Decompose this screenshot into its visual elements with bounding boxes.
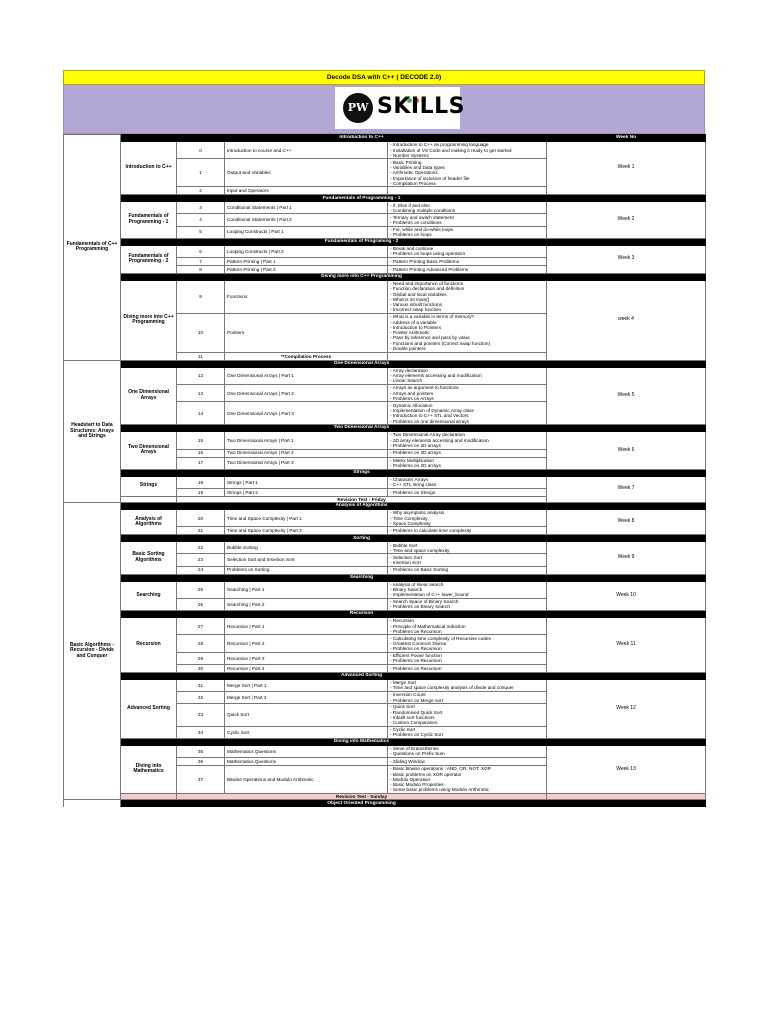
lecture-number: 24 (177, 566, 225, 574)
curriculum-table (63, 134, 706, 807)
lecture-number: 13 (177, 385, 225, 402)
pw-skills-logo (335, 87, 465, 129)
week-label: Week 13 (547, 745, 706, 793)
lecture-topics: - Basic bitwise operations : AND, OR, NOT, XOR - Basic problems on XOR operator - Modulo Operation - Basic Modulo Properties - Some basic problems using Modulo Arithmetic (388, 765, 547, 793)
week-header (547, 738, 706, 745)
lecture-row (64, 245, 706, 257)
subsection-name: Strings (121, 476, 177, 496)
module-name: Basic Algorithms - Recursion - Divide and Conquer (64, 502, 121, 799)
lecture-number: 21 (177, 527, 225, 535)
lecture-row (64, 280, 706, 313)
lecture-number: 4 (177, 214, 225, 226)
lecture-number: 34 (177, 726, 225, 738)
week-header (547, 425, 706, 432)
lecture-topics: - Recursion - Principle of Mathematical Induction - Problems on Recursion (388, 618, 547, 635)
section-header: Diving more into C++ Programming (177, 273, 547, 280)
week-header (547, 273, 706, 280)
lecture-title: Pattern Printing | Part 1 (225, 257, 388, 265)
lecture-topics: - Problems on Strings (388, 488, 547, 496)
lecture-topics: - Cyclic Sort - Problems on Cyclic Sort (388, 726, 547, 738)
lecture-title: Looping Constructs | Part 1 (225, 226, 388, 238)
section-header: Analysis of Algorithms (177, 502, 547, 509)
week-label: Week 1 (547, 142, 706, 195)
subsection-name: Fundamentals of Programming - 2 (121, 245, 177, 273)
lecture-topics: - Break and continue - Problems on loops using operators (388, 245, 547, 257)
pw-logo-icon: PW (343, 93, 373, 123)
section-header: Introduction to C++ (177, 135, 547, 142)
lecture-topics: - Sliding Window (388, 757, 547, 765)
lecture-title: Merge Sort | Part 1 (225, 679, 388, 691)
revision-test: Revision Test - Sunday (177, 793, 547, 799)
subsection-name: Diving more into C++ Programming (121, 280, 177, 360)
lecture-topics: - Dynamic Allocation - Implementation of Dynamic Array class - Introduction to C++ STL and Vectors - Problems on one dimensional arrays (388, 402, 547, 425)
lecture-row (64, 432, 706, 449)
lecture-topics: - Quick Sort - Randomised Quick Sort - Inbuilt sort functions - Custom Comparators (388, 704, 547, 727)
lecture-number: 0 (177, 142, 225, 159)
lecture-number: 11 (177, 352, 225, 360)
lecture-title: Recursion | Part 2 (225, 635, 388, 652)
lecture-title: Selection Sort and Insertion Sort (225, 554, 388, 566)
lecture-topics: - Matrix Multiplication - Problems on 2D arrays (388, 457, 547, 469)
curriculum-sheet (63, 70, 705, 807)
lecture-title: Bubble Sorting (225, 542, 388, 554)
lecture-topics: - Character Arrays - C++ STL string class (388, 476, 547, 488)
section-header: Two Dimensional Arrays (177, 425, 547, 432)
lecture-title: Quick Sort (225, 704, 388, 727)
lecture-number: 31 (177, 679, 225, 691)
section-header: Fundamentals of Programing - 2 (177, 238, 547, 245)
subsection-name: One Dimensional Arrays (121, 367, 177, 424)
lecture-title: Pattern Printing | Part 2 (225, 265, 388, 273)
subsection-name: Recursion (121, 618, 177, 673)
lecture-topics: - Problems to calculate time complexity (388, 527, 547, 535)
section-header: Strings (177, 469, 547, 476)
lecture-topics: - Search Space of Binary Search - Problems on Binary Search (388, 598, 547, 610)
lecture-number: 18 (177, 476, 225, 488)
lecture-title: Time and Space Complexity | Part 1 (225, 509, 388, 526)
lecture-topics: - Two Dimensional Array declaration - 2D array elements accessing and modification - Problems on 2D arrays (388, 432, 547, 449)
lecture-topics: - What is a variable in terms of memory? - Address of a variable - Introduction to Pointers - Pointer Arithmetic - Pass by reference and pass by value - Functions and pointers (Correct swap function) - Double pointers (388, 314, 547, 353)
lecture-number: 12 (177, 367, 225, 384)
lecture-number: 1 (177, 159, 225, 187)
subsection-name: Analysis of Algorithms (121, 509, 177, 534)
lecture-topics (388, 352, 547, 360)
lecture-title: Searching | Part 1 (225, 581, 388, 598)
lecture-title: Two Dimensional Arrays | Part 3 (225, 457, 388, 469)
lecture-number: 20 (177, 509, 225, 526)
lecture-number: 14 (177, 402, 225, 425)
lecture-title: Pointers (225, 314, 388, 353)
lecture-title: Two Dimensional Arrays | Part 2 (225, 449, 388, 457)
lecture-topics: - Pattern Printing Advanced Problems (388, 265, 547, 273)
lecture-topics: - Array declaration - Array elements accessing and modification - Linear Search (388, 367, 547, 384)
week-header (547, 469, 706, 476)
section-header: Object Oriented Programming (177, 800, 547, 807)
week-header (547, 574, 706, 581)
week-label: Week 10 (547, 581, 706, 610)
lecture-row (64, 202, 706, 214)
lecture-title: Looping Constructs | Part 2 (225, 245, 388, 257)
module-name: Headstart to Data Structures: Arrays and Strings (64, 360, 121, 502)
lecture-number: 37 (177, 765, 225, 793)
lecture-number: 10 (177, 314, 225, 353)
lecture-topics: - Selection Sort - Insertion Sort (388, 554, 547, 566)
week-label: Week 2 (547, 202, 706, 238)
lecture-topics: - Bubble Sort - Time and space complexity (388, 542, 547, 554)
week-header (547, 611, 706, 618)
lecture-number: 33 (177, 704, 225, 727)
lecture-topics: - Analysis of linear search - Binary Search - Implementation of C++ lower_bound (388, 581, 547, 598)
subsection-name: Fundamentals of Programming - 1 (121, 202, 177, 238)
lecture-topics: - Pattern Printing Basic Problems (388, 257, 547, 265)
revision-test: Revision Test - Friday (177, 496, 547, 502)
week-header (547, 672, 706, 679)
lecture-row (64, 679, 706, 691)
subsection-name: Advanced Sorting (121, 679, 177, 738)
lecture-number: 36 (177, 757, 225, 765)
lecture-topics: - Sieve of Eratosthenes - Questions on Prefix Sum (388, 745, 547, 757)
lecture-title: Mathematics Questions (225, 745, 388, 757)
lecture-title: Time and Space Complexity | Part 2 (225, 527, 388, 535)
week-header (547, 535, 706, 542)
lecture-row (64, 745, 706, 757)
lecture-number: 29 (177, 652, 225, 664)
week-label: Week 12 (547, 679, 706, 738)
week-header (547, 195, 706, 202)
lecture-topics: - Arrays as argument to functions - Arrays and pointers - Problems on Arrays (388, 385, 547, 402)
lecture-title: Recursion | Part 4 (225, 664, 388, 672)
lecture-row (64, 509, 706, 526)
lecture-number: 27 (177, 618, 225, 635)
subsection-name: Diving into Mathematics (121, 745, 177, 793)
lecture-number: 7 (177, 257, 225, 265)
week-label: week 4 (547, 280, 706, 360)
section-header: Fundamentals of Programming - 1 (177, 195, 547, 202)
lecture-number: 16 (177, 449, 225, 457)
section-header: One Dimensional Arrays (177, 360, 547, 367)
section-header: Searching (177, 574, 547, 581)
week-header (547, 238, 706, 245)
lecture-topics: - Inversion Count - Problems on Merge sort (388, 692, 547, 704)
lecture-title: Output and Variables (225, 159, 388, 187)
subsection-name: Searching (121, 581, 177, 610)
lecture-number: 19 (177, 488, 225, 496)
section-header: Diving into Mathematics (177, 738, 547, 745)
lecture-number: 6 (177, 245, 225, 257)
lecture-title: Bitwise Operations and Modulo Arithmetic (225, 765, 388, 793)
lecture-number: 8 (177, 265, 225, 273)
lecture-number: 2 (177, 187, 225, 195)
lecture-row (64, 581, 706, 598)
lecture-row (64, 367, 706, 384)
lecture-number: 30 (177, 664, 225, 672)
week-header: Week No (547, 135, 706, 142)
lecture-topics: - Calculating time complexity of Recursive codes - Greatest Common Divisor - Problems on Recursion (388, 635, 547, 652)
lecture-topics: - For, while and do-while loops - Problems on loops (388, 226, 547, 238)
week-label: Week 9 (547, 542, 706, 574)
lecture-number: 15 (177, 432, 225, 449)
week-header (547, 502, 706, 509)
lecture-topics (388, 187, 547, 195)
section-header: Sorting (177, 535, 547, 542)
lecture-topics: - Efficient Power function - Problems on Recursion (388, 652, 547, 664)
lecture-topics: - If, Else if and else - Combining multiple conditions (388, 202, 547, 214)
lecture-topics: - Problems on Recursion (388, 664, 547, 672)
lecture-title: Introduction to course and C++ (225, 142, 388, 159)
lecture-topics: - Merge Sort - Time and space complexity analysis of divide and conquer (388, 679, 547, 691)
sheet-title: Decode DSA with C++ ( DECODE 2.0) (63, 70, 705, 85)
lecture-row (64, 542, 706, 554)
lecture-topics: - Problems on Basic Sorting (388, 566, 547, 574)
subsection-name: Introduction to C++ (121, 142, 177, 195)
lecture-title: One Dimensional Arrays | Part 1 (225, 367, 388, 384)
lecture-topics: - Need and importance of functions - Function declaration and definition - Global and local variables - What is int main() - Various inbuilt functions - Incorrect swap function (388, 280, 547, 313)
week-label: Week 5 (547, 367, 706, 424)
lecture-number: 5 (177, 226, 225, 238)
lecture-title: Input and Operators (225, 187, 388, 195)
lecture-title: Cyclic Sort (225, 726, 388, 738)
week-header (547, 800, 706, 807)
lecture-title: Strings | Part 1 (225, 476, 388, 488)
lecture-topics: - Why asymptotic analysis - Time Complexity - Space Complexity (388, 509, 547, 526)
lecture-topics: - Introduction to C++ as programming language - Installation of VS Code and making it ready to get started - Number Systems (388, 142, 547, 159)
lecture-title: Conditional Statements | Part 1 (225, 202, 388, 214)
lecture-title: Strings | Part 2 (225, 488, 388, 496)
week-label: Week 3 (547, 245, 706, 273)
lecture-row (64, 142, 706, 159)
lecture-title: Searching | Part 2 (225, 598, 388, 610)
week-label: Week 7 (547, 476, 706, 502)
lecture-title: Problems on Sorting (225, 566, 388, 574)
lecture-title: Recursion | Part 3 (225, 652, 388, 664)
lecture-number: 22 (177, 542, 225, 554)
logo-band (63, 85, 705, 134)
lecture-number: 9 (177, 280, 225, 313)
lecture-title: Mathematics Questions (225, 757, 388, 765)
lecture-number: 32 (177, 692, 225, 704)
lecture-topics: - Basic Printing - Variables and Data types - Arithmetic Operations - Importance of inclusion of header file - Compilation Process (388, 159, 547, 187)
subsection-name: Two Dimensional Arrays (121, 432, 177, 469)
lecture-title: Functions (225, 280, 388, 313)
lecture-topics: - Problems on 2D arrays (388, 449, 547, 457)
lecture-number: 17 (177, 457, 225, 469)
lecture-number: 25 (177, 581, 225, 598)
lecture-number: 23 (177, 554, 225, 566)
logo-wordmark: SKILLS (377, 94, 465, 119)
lecture-title: One Dimensional Arrays | Part 3 (225, 402, 388, 425)
week-label: Week 6 (547, 432, 706, 469)
module-name: Fundamentals of C++ Programming (64, 135, 121, 361)
lecture-row (64, 476, 706, 488)
lecture-number: 26 (177, 598, 225, 610)
lecture-title: Merge Sort | Part 2 (225, 692, 388, 704)
lecture-number: 3 (177, 202, 225, 214)
lecture-row (64, 618, 706, 635)
lecture-title: One Dimensional Arrays | Part 2 (225, 385, 388, 402)
week-header (547, 360, 706, 367)
lecture-number: 28 (177, 635, 225, 652)
lecture-number: 35 (177, 745, 225, 757)
lecture-title: Two Dimensional Arrays | Part 1 (225, 432, 388, 449)
section-header: Advanced Sorting (177, 672, 547, 679)
lecture-title: **Compilation Process (225, 352, 388, 360)
week-label: Week 11 (547, 618, 706, 673)
module-name (64, 800, 121, 807)
lecture-topics: - Ternary and switch statement - Problems on conditions (388, 214, 547, 226)
lecture-title: Recursion | Part 1 (225, 618, 388, 635)
lecture-title: Conditional Statements | Part 2 (225, 214, 388, 226)
section-header: Recursion (177, 611, 547, 618)
subsection-name: Basic Sorting Algorithms (121, 542, 177, 574)
week-label: Week 8 (547, 509, 706, 534)
